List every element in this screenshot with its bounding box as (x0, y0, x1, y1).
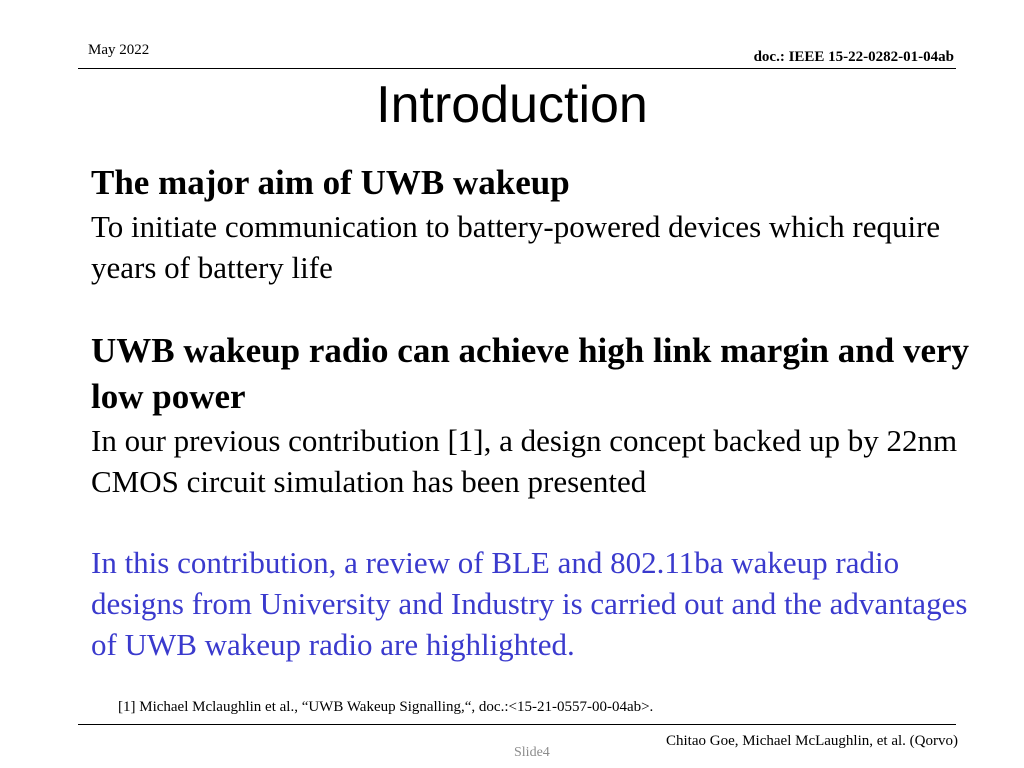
section1-heading: The major aim of UWB wakeup (91, 163, 570, 202)
section2-text: In our previous contribution [1], a design concept backed up by 22nm CMOS circuit simulation has been presented (91, 423, 958, 499)
section1-text: To initiate communication to battery-powered devices which require years of battery life (91, 209, 941, 285)
header-rule (78, 68, 956, 69)
spacer (91, 288, 971, 328)
slide-number: Slide4 (514, 745, 550, 760)
section2-heading: UWB wakeup radio can achieve high link margin and very low power (91, 331, 970, 416)
slide-title: Introduction (376, 76, 648, 134)
footer-authors: Chitao Goe, Michael McLaughlin, et al. (Qorvo) (665, 733, 958, 749)
header-document-id: doc.: IEEE 15-22-0282-01-04ab (753, 49, 954, 65)
highlight-text: In this contribution, a review of BLE and 802.11ba wakeup radio designs from University and Industry is carried out and the advantages of UWB wakeup radio are highlighted. (91, 545, 968, 662)
spacer (91, 502, 971, 542)
slide-body (91, 160, 971, 665)
footer-rule (78, 724, 956, 725)
header-date: May 2022 (88, 42, 150, 58)
reference-note: [1] Michael Mclaughlin et al., “UWB Wakeup Signalling,“, doc.:<15-21-0557-00-04ab>. (118, 699, 654, 715)
